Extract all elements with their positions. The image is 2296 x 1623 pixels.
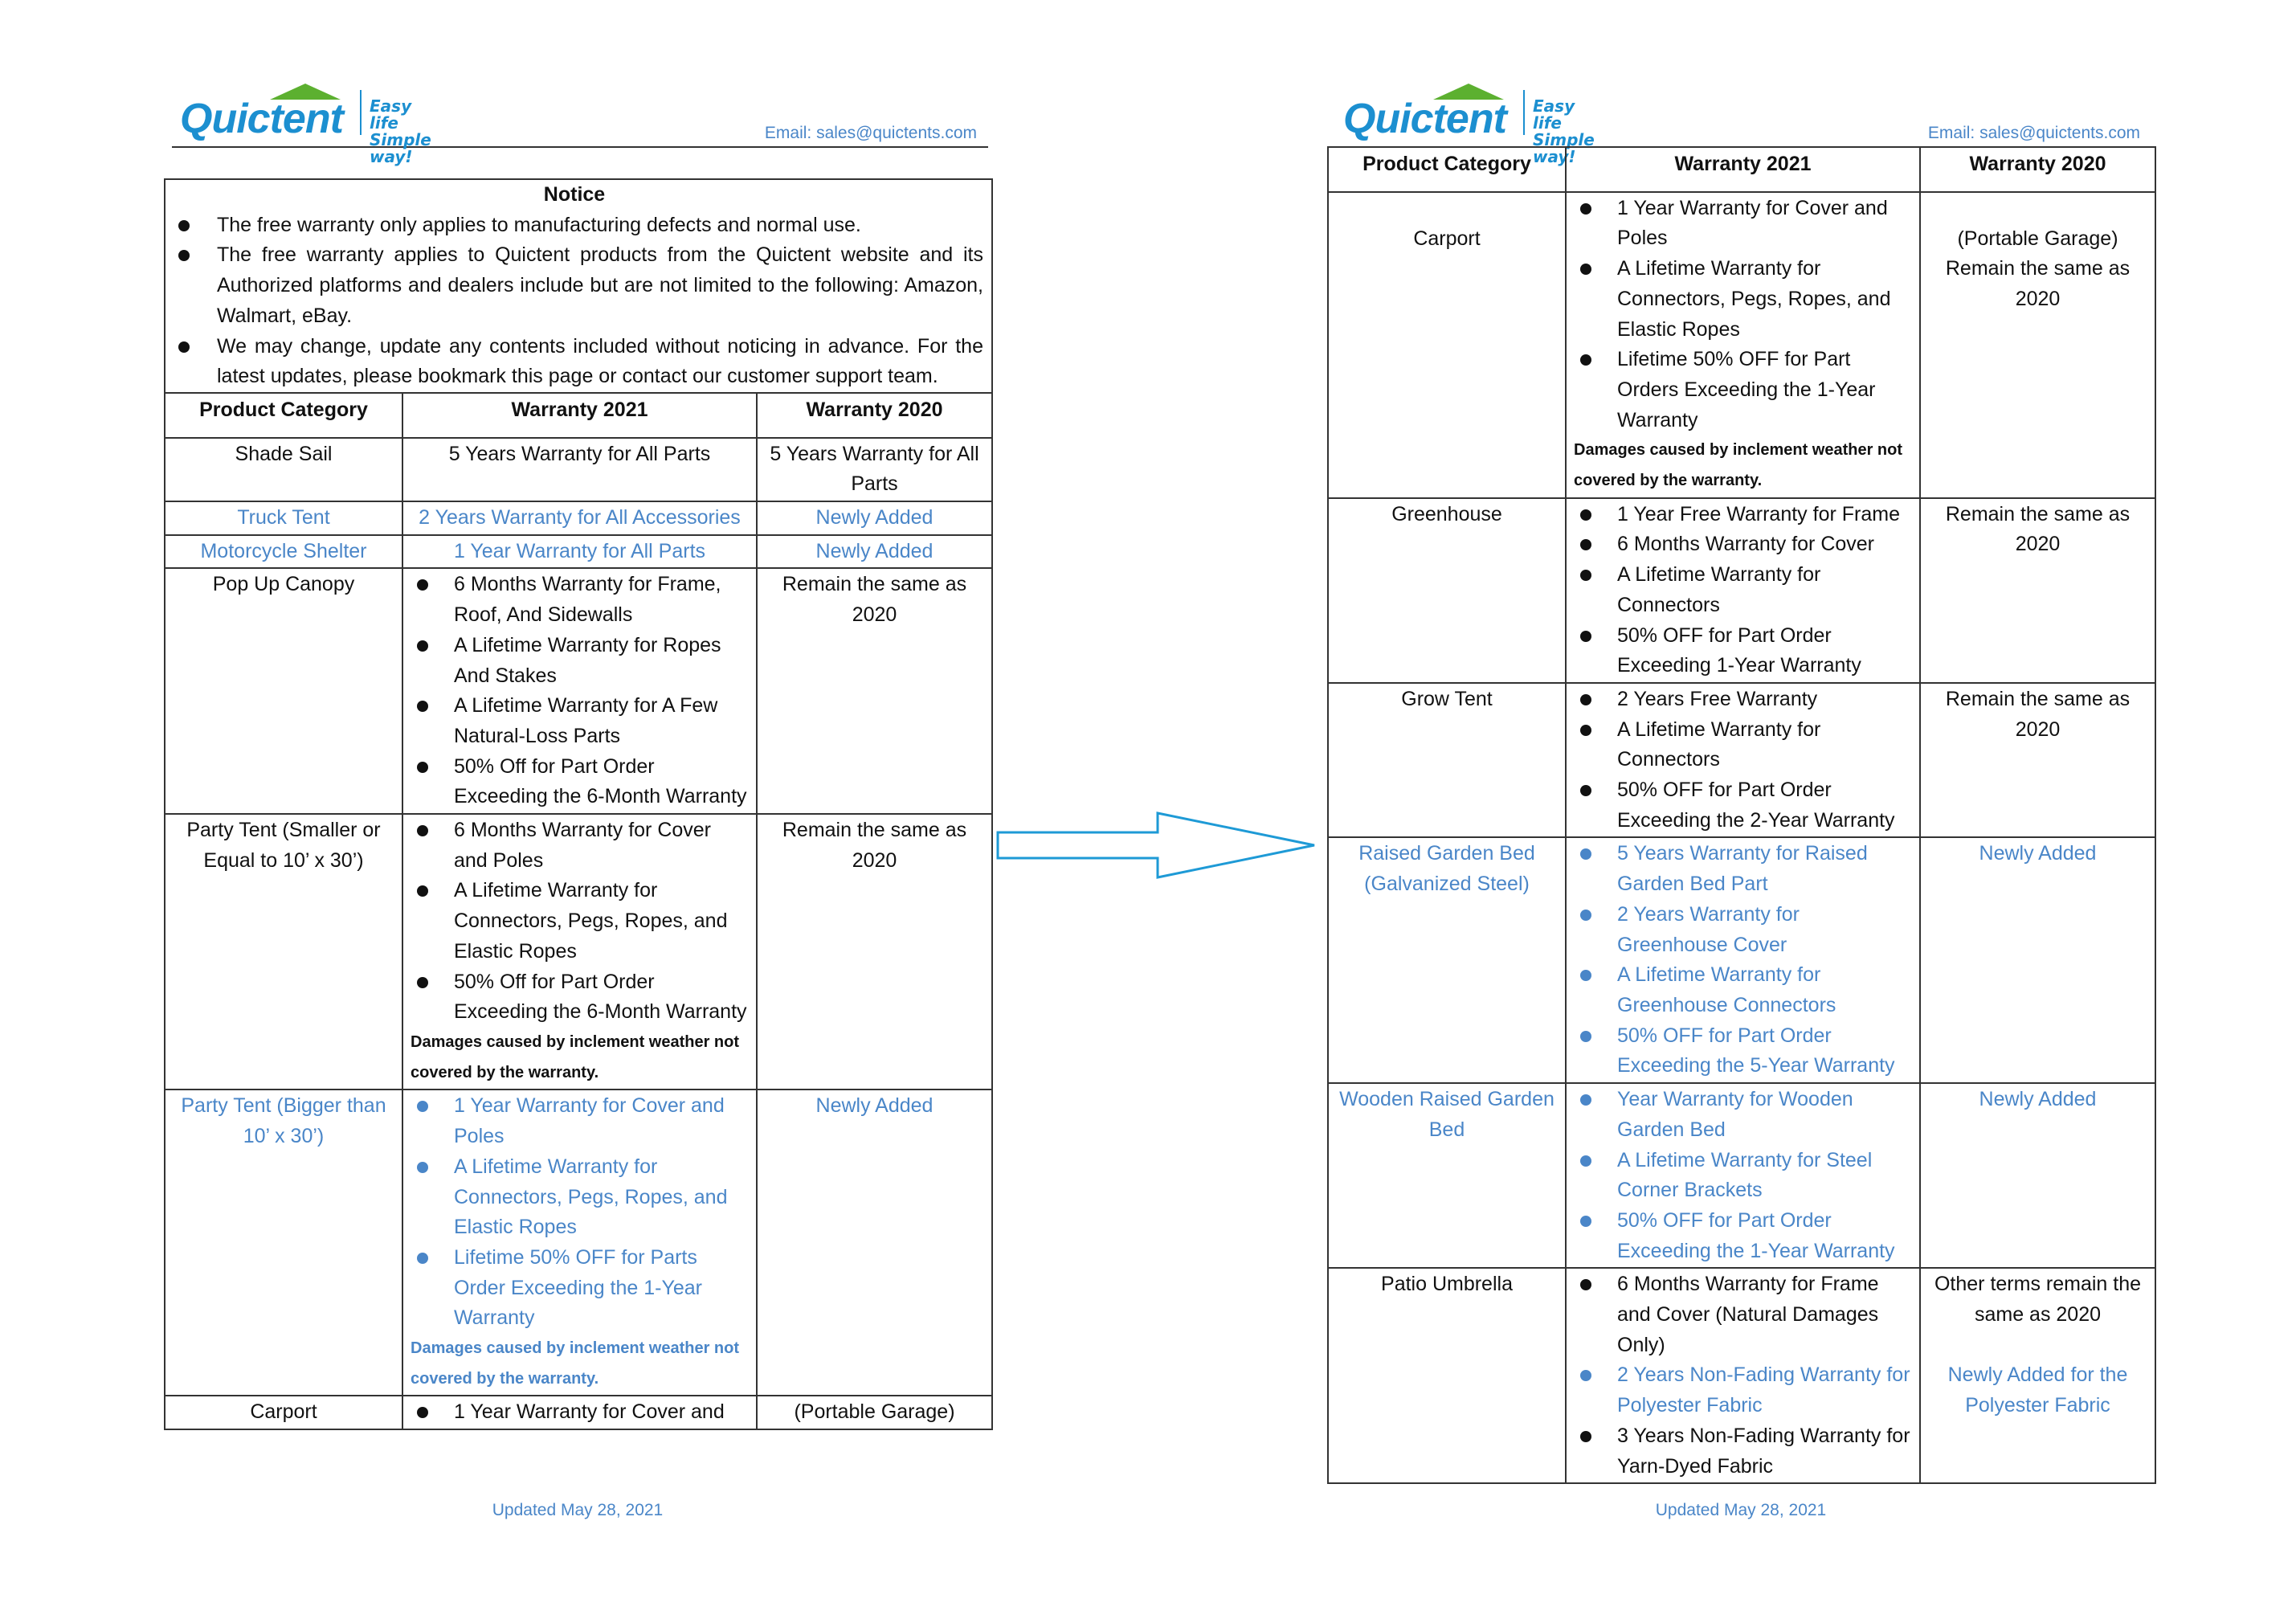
list-item: 50% OFF for Part Order Exceeding the 1-Year Warranty: [1574, 1206, 1912, 1266]
warranty-2021-cell: [1566, 1268, 1920, 1483]
category-cell: Greenhouse: [1328, 498, 1566, 683]
logo-wordmark: Quictent: [1343, 96, 1506, 142]
list-item: 50% Off for Part Order Exceeding the 6-Month Warranty: [411, 967, 749, 1028]
notice-title: Notice: [543, 183, 606, 206]
table-row-shade-sail: [165, 438, 992, 501]
warranty-2020-cell: Remain the same as 2020: [757, 814, 992, 1089]
list-item: A Lifetime Warranty for Connectors, Pegs, Ropes, and Elastic Ropes: [1574, 254, 1912, 345]
tagline-line-2: Simple way!: [370, 130, 431, 166]
list-item: A Lifetime Warranty for Connectors: [1574, 715, 1912, 775]
table-row-party-tent-big: [165, 1089, 992, 1396]
list-item: Lifetime 50% OFF for Part Orders Exceeding the 1-Year Warranty: [1574, 345, 1912, 435]
list-item: 1 Year Warranty for Cover and Poles: [411, 1091, 749, 1151]
list-item: 50% OFF for Part Order Exceeding the 5-Year Warranty: [1574, 1021, 1912, 1081]
warranty-2021-cell: [1566, 192, 1920, 498]
table-row-grow-tent: [1328, 683, 2155, 838]
list-item: A Lifetime Warranty for Ropes And Stakes: [411, 631, 749, 691]
list-item: 6 Months Warranty for Cover: [1574, 529, 1912, 560]
warranty-2020-cell: Remain the same as 2020: [1920, 683, 2155, 838]
logo-divider: [1523, 90, 1525, 135]
table-row-truck-tent: [165, 501, 992, 535]
list-item: A Lifetime Warranty for Connectors, Pegs, Ropes, and Elastic Ropes: [411, 1152, 749, 1243]
warranty-2020-cell: Remain the same as 2020: [1920, 498, 2155, 683]
warranty-table-right: [1327, 146, 2156, 1484]
table-row-wooden-garden-bed: [1328, 1083, 2155, 1268]
warranty-list: [1574, 1085, 1912, 1266]
email-link[interactable]: Email: sales@quictents.com: [1927, 124, 2140, 142]
notice-row: [165, 179, 992, 393]
list-item: 3 Years Non-Fading Warranty for Yarn-Dyed Fabric: [1574, 1421, 1912, 1482]
category-cell: Party Tent (Smaller or Equal to 10’ x 30’): [165, 814, 402, 1089]
header-warranty-2021: Warranty 2021: [402, 393, 757, 438]
warranty-2021-cell: [402, 568, 757, 814]
list-item: 50% OFF for Part Order Exceeding the 2-Year Warranty: [1574, 775, 1912, 836]
weather-note: Damages caused by inclement weather not covered by the warranty.: [411, 1032, 740, 1081]
warranty-2021-cell: 5 Years Warranty for All Parts: [402, 438, 757, 501]
list-item: 1 Year Warranty for Cover and Poles: [1574, 194, 1912, 254]
list-item: 2 Years Non-Fading Warranty for Polyester Fabric: [1574, 1360, 1912, 1421]
warranty-2021-cell: 2 Years Warranty for All Accessories: [402, 501, 757, 535]
warranty-2020-cell: [1920, 1268, 2155, 1483]
table-row-raised-garden-bed: [1328, 837, 2155, 1083]
weather-note: Damages caused by inclement weather not covered by the warranty.: [1574, 441, 1903, 490]
list-item: A Lifetime Warranty for Steel Corner Brackets: [1574, 1146, 1912, 1206]
notice-item: The free warranty applies to Quictent products from the Quictent website and its Authorized platforms and dealers include but are not limited to the following: Amazon, Walmart, eBay.: [165, 240, 983, 331]
header-product-category: Product Category: [165, 393, 402, 438]
category-cell: Carport: [1328, 192, 1566, 498]
header-product-category: Product Category: [1328, 147, 1566, 192]
warranty-list: [411, 816, 749, 1028]
notice-box: [165, 179, 992, 393]
list-item: 5 Years Warranty for Raised Garden Bed Part: [1574, 839, 1912, 899]
warranty-2020-cell: Newly Added: [757, 1089, 992, 1396]
tagline-line-2: Simple way!: [1533, 130, 1595, 166]
list-item: A Lifetime Warranty for Connectors, Pegs, Ropes, and Elastic Ropes: [411, 876, 749, 967]
warranty-2020-cell: (Portable Garage): [757, 1396, 992, 1429]
list-item: A Lifetime Warranty for A Few Natural-Loss Parts: [411, 691, 749, 751]
list-item: A Lifetime Warranty for Connectors: [1574, 560, 1912, 620]
list-item: 2 Years Warranty for Greenhouse Cover: [1574, 900, 1912, 960]
category-cell: Pop Up Canopy: [165, 568, 402, 814]
table-row-party-tent-small: [165, 814, 992, 1089]
logo-tagline: [370, 98, 431, 166]
category-cell: Shade Sail: [165, 438, 402, 501]
table-row-pop-up-canopy: [165, 568, 992, 814]
warranty-2020-cell: Newly Added: [757, 501, 992, 535]
warranty-2020-cell: Newly Added: [1920, 1083, 2155, 1268]
warranty-2021-cell: 1 Year Warranty for All Parts: [402, 535, 757, 569]
list-item: A Lifetime Warranty for Greenhouse Connectors: [1574, 960, 1912, 1020]
notice-item: The free warranty only applies to manufacturing defects and normal use.: [165, 211, 983, 241]
table-header-row: [1328, 147, 2155, 192]
category-cell: Truck Tent: [165, 501, 402, 535]
tagline-line-1: Easy life: [1533, 96, 1575, 133]
email-link[interactable]: Email: sales@quictents.com: [764, 124, 977, 142]
warranty-2020-cell: Remain the same as 2020: [757, 568, 992, 814]
warranty-list: [1574, 194, 1912, 436]
logo-wordmark: Quictent: [180, 96, 343, 142]
category-cell: Patio Umbrella: [1328, 1268, 1566, 1483]
list-item: 6 Months Warranty for Frame and Cover (Natural Damages Only): [1574, 1269, 1912, 1360]
list-item: 6 Months Warranty for Cover and Poles: [411, 816, 749, 876]
table-row-patio-umbrella: [1328, 1268, 2155, 1483]
warranty-2020-new-note: Newly Added for the Polyester Fabric: [1947, 1363, 2128, 1417]
updated-date: Updated May 28, 2021: [492, 1501, 664, 1519]
warranty-list: [1574, 685, 1912, 836]
warranty-2021-cell: [1566, 498, 1920, 683]
warranty-2020-cell: Newly Added: [1920, 837, 2155, 1083]
warranty-2020-cell: Newly Added: [757, 535, 992, 569]
warranty-list: [411, 1091, 749, 1334]
list-item: Year Warranty for Wooden Garden Bed: [1574, 1085, 1912, 1145]
category-cell: Wooden Raised Garden Bed: [1328, 1083, 1566, 1268]
list-item: Lifetime 50% OFF for Parts Order Exceeding the 1-Year Warranty: [411, 1243, 749, 1334]
arrow-shape: [998, 813, 1314, 877]
table-header-row: [165, 393, 992, 438]
warranty-list: [1574, 500, 1912, 681]
warranty-list: [1574, 1269, 1912, 1482]
warranty-2021-cell: [1566, 683, 1920, 838]
notice-list: [165, 211, 983, 392]
warranty-2021-cell: [1566, 837, 1920, 1083]
list-item: 6 Months Warranty for Frame, Roof, And Sidewalls: [411, 570, 749, 630]
arrow-right-icon: [996, 812, 1318, 879]
list-item: 1 Year Warranty for Cover and: [411, 1397, 749, 1428]
list-item: 1 Year Free Warranty for Frame: [1574, 500, 1912, 530]
weather-note: Damages caused by inclement weather not covered by the warranty.: [411, 1339, 740, 1388]
table-row-carport: [1328, 192, 2155, 498]
category-cell: Party Tent (Bigger than 10’ x 30’): [165, 1089, 402, 1396]
category-cell: Raised Garden Bed (Galvanized Steel): [1328, 837, 1566, 1083]
category-cell: Motorcycle Shelter: [165, 535, 402, 569]
warranty-2020-cell: 5 Years Warranty for All Parts: [757, 438, 992, 501]
list-item: 50% Off for Part Order Exceeding the 6-Month Warranty: [411, 752, 749, 812]
table-row-motorcycle-shelter: [165, 535, 992, 569]
warranty-2021-cell: [402, 1396, 757, 1429]
header-warranty-2020: Warranty 2020: [757, 393, 992, 438]
table-row-carport-partial: [165, 1396, 992, 1429]
table-row-greenhouse: [1328, 498, 2155, 683]
notice-item: We may change, update any contents included without noticing in advance. For the latest updates, please bookmark this page or contact our customer support team.: [165, 332, 983, 392]
category-cell: Grow Tent: [1328, 683, 1566, 838]
category-cell: Carport: [165, 1396, 402, 1429]
warranty-list: [1574, 839, 1912, 1081]
warranty-2020-cell: (Portable Garage) Remain the same as 2020: [1920, 192, 2155, 498]
logo-divider: [360, 90, 362, 135]
list-item: 50% OFF for Part Order Exceeding 1-Year Warranty: [1574, 621, 1912, 681]
warranty-list: [411, 1397, 749, 1428]
tagline-line-1: Easy life: [370, 96, 412, 133]
warranty-2021-cell: [1566, 1083, 1920, 1268]
list-item: 2 Years Free Warranty: [1574, 685, 1912, 715]
warranty-2020-text: Other terms remain the same as 2020: [1934, 1273, 2142, 1327]
header-warranty-2021: Warranty 2021: [1566, 147, 1920, 192]
warranty-table-left: [164, 178, 993, 1430]
header-warranty-2020: Warranty 2020: [1920, 147, 2155, 192]
warranty-2021-cell: [402, 814, 757, 1089]
page-header: [172, 80, 988, 166]
warranty-2021-cell: [402, 1089, 757, 1396]
spacer: [1928, 1331, 2147, 1361]
warranty-list: [411, 570, 749, 812]
updated-date: Updated May 28, 2021: [1655, 1501, 1827, 1519]
